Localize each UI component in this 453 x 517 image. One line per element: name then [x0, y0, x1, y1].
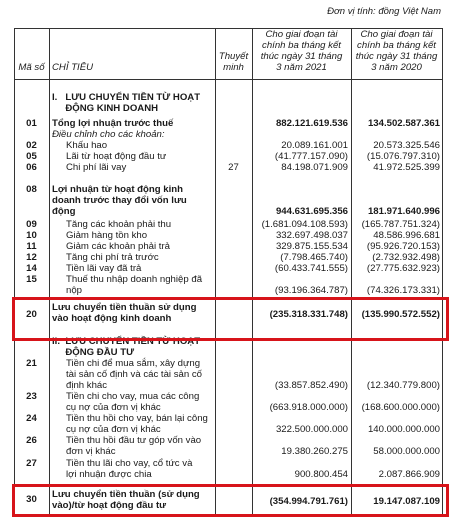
row-previous-value: (95.926.720.153)	[366, 241, 440, 252]
row-code: 12	[26, 252, 37, 263]
row-current-value: 19.380.260.275	[281, 446, 348, 457]
row-label: doanh trước thay đổi vốn lưu	[52, 195, 187, 206]
row-label: định khác	[66, 380, 108, 391]
row-code: 21	[26, 358, 37, 369]
row-previous-value: (74.326.173.331)	[366, 285, 440, 296]
row-current-value: (41.777.157.090)	[274, 151, 348, 162]
header-note: Thuyết minh	[218, 51, 249, 73]
header-item: CHỈ TIÊU	[52, 62, 94, 73]
row-label: cụ nợ của đơn vị khác	[66, 424, 161, 435]
row-previous-value: (135.990.572.552)	[361, 309, 440, 320]
row-code: 09	[26, 219, 37, 230]
row-code: 24	[26, 413, 37, 424]
row-label: Lãi từ hoạt động đầu tư	[66, 151, 167, 162]
row-label: lợi nhuận được chia	[66, 469, 152, 480]
row-label: đơn vị khác	[66, 446, 116, 457]
row-code: 15	[26, 274, 37, 285]
row-code: 01	[26, 118, 37, 129]
row-previous-value: 41.972.525.399	[373, 162, 440, 173]
header-previous-period: Cho giai đoạn tài chính ba tháng kết thúc ngày 31 tháng 3 năm 2020	[355, 29, 438, 73]
table-right-border	[442, 28, 443, 517]
row-current-value: 900.800.454	[294, 469, 348, 480]
row-label: ĐỘNG ĐẦU TƯ	[52, 347, 135, 358]
row-current-value: (235.318.331.748)	[269, 309, 348, 320]
row-previous-value: (12.340.779.800)	[366, 380, 440, 391]
row-current-value: 944.631.695.356	[275, 206, 348, 217]
row-label: Tổng lợi nhuận trước thuế	[52, 118, 174, 129]
row-note: 27	[228, 162, 239, 173]
row-current-value: (33.857.852.490)	[274, 380, 348, 391]
row-label: Tiền thu hồi đầu tư góp vốn vào	[66, 435, 202, 446]
header-code: Mã số	[18, 62, 45, 73]
row-code: 06	[26, 162, 37, 173]
row-current-value: 84.198.071.909	[281, 162, 348, 173]
row-previous-value: 19.147.087.109	[373, 496, 440, 507]
row-current-value: (354.994.791.761)	[269, 496, 348, 507]
row-previous-value: (15.076.797.310)	[366, 151, 440, 162]
row-label: Tiền lãi vay đã trả	[66, 263, 142, 274]
row-label: vào)/từ hoạt động đầu tư	[52, 500, 167, 511]
row-code: 30	[26, 494, 37, 505]
row-label: Khấu hao	[66, 140, 108, 151]
row-label: Tăng các khoản phải thu	[66, 219, 172, 230]
row-label: Tăng chi phí trả trước	[66, 252, 159, 263]
row-current-value: 322.500.000.000	[275, 424, 348, 435]
row-label: Điều chỉnh cho các khoản:	[52, 129, 165, 140]
row-previous-value: (168.600.000.000)	[361, 402, 440, 413]
row-code: 26	[26, 435, 37, 446]
header-current-period: Cho giai đoạn tài chính ba tháng kết thúc ngày 31 tháng 3 năm 2021	[260, 29, 343, 73]
row-previous-value: (2.732.932.498)	[372, 252, 440, 263]
row-label: Lưu chuyển tiền thuần (sử dụng	[52, 489, 200, 500]
row-previous-value: 48.586.996.681	[373, 230, 440, 241]
row-code: 23	[26, 391, 37, 402]
row-previous-value: (165.787.751.324)	[361, 219, 440, 230]
row-current-value: (663.918.000.000)	[269, 402, 348, 413]
row-label: I. LƯU CHUYỂN TIỀN TỪ HOẠT	[52, 92, 201, 103]
row-label: cụ nợ của đơn vị khác	[66, 402, 161, 413]
row-code: 27	[26, 458, 37, 469]
highlight-box-investing	[12, 484, 449, 517]
row-label: nộp	[66, 285, 83, 296]
row-code: 20	[26, 309, 37, 320]
row-label: Tiền chi để mua sắm, xây dựng	[66, 358, 201, 369]
row-label: Tiền thu lãi cho vay, cổ tức và	[66, 458, 193, 469]
row-label: Giảm hàng tồn kho	[66, 230, 148, 241]
row-label: Giảm các khoản phải trả	[66, 241, 170, 252]
row-current-value: (60.433.741.555)	[274, 263, 348, 274]
row-label: động	[52, 206, 76, 217]
row-label: Lợi nhuận từ hoạt động kinh	[52, 184, 184, 195]
header-bottom-border	[14, 79, 442, 80]
row-current-value: 882.121.619.536	[275, 118, 348, 129]
unit-label: Đơn vị tính: đồng Việt Nam	[327, 6, 441, 17]
row-previous-value: 2.087.866.909	[378, 469, 440, 480]
row-label: II. LƯU CHUYỂN TIỀN TỪ HOẠT	[52, 336, 201, 347]
row-code: 05	[26, 151, 37, 162]
code-column-divider	[49, 28, 50, 517]
row-label: Lưu chuyển tiền thuần sử dụng	[52, 302, 197, 313]
row-previous-value: 20.573.325.546	[373, 140, 440, 151]
row-current-value: 332.697.498.037	[275, 230, 348, 241]
row-previous-value: 181.971.640.996	[367, 206, 440, 217]
row-code: 02	[26, 140, 37, 151]
row-previous-value: (27.775.632.923)	[366, 263, 440, 274]
row-current-value: 329.875.155.534	[275, 241, 348, 252]
row-label: Chi phí lãi vay	[66, 162, 127, 173]
row-code: 10	[26, 230, 37, 241]
row-current-value: (93.196.364.787)	[274, 285, 348, 296]
row-label: Tiền thu hồi cho vay, bán lại công	[66, 413, 208, 424]
row-label: vào hoạt động kinh doanh	[52, 313, 172, 324]
row-code: 14	[26, 263, 37, 274]
row-label: tài sản cố định và các tài sản cố	[66, 369, 202, 380]
row-current-value: (7.798.465.740)	[280, 252, 348, 263]
row-current-value: (1.681.094.108.593)	[261, 219, 348, 230]
row-previous-value: 58.000.000.000	[373, 446, 440, 457]
row-previous-value: 134.502.587.361	[367, 118, 440, 129]
row-code: 08	[26, 184, 37, 195]
row-label: Thuế thu nhập doanh nghiệp đã	[66, 274, 203, 285]
row-label: ĐỘNG KINH DOANH	[52, 103, 159, 114]
item-column-divider	[215, 28, 216, 517]
row-previous-value: 140.000.000.000	[367, 424, 440, 435]
row-current-value: 20.089.161.001	[281, 140, 348, 151]
row-code: 11	[26, 241, 37, 252]
highlight-box-operating	[12, 297, 449, 341]
row-label: Tiền chi cho vay, mua các công	[66, 391, 200, 402]
